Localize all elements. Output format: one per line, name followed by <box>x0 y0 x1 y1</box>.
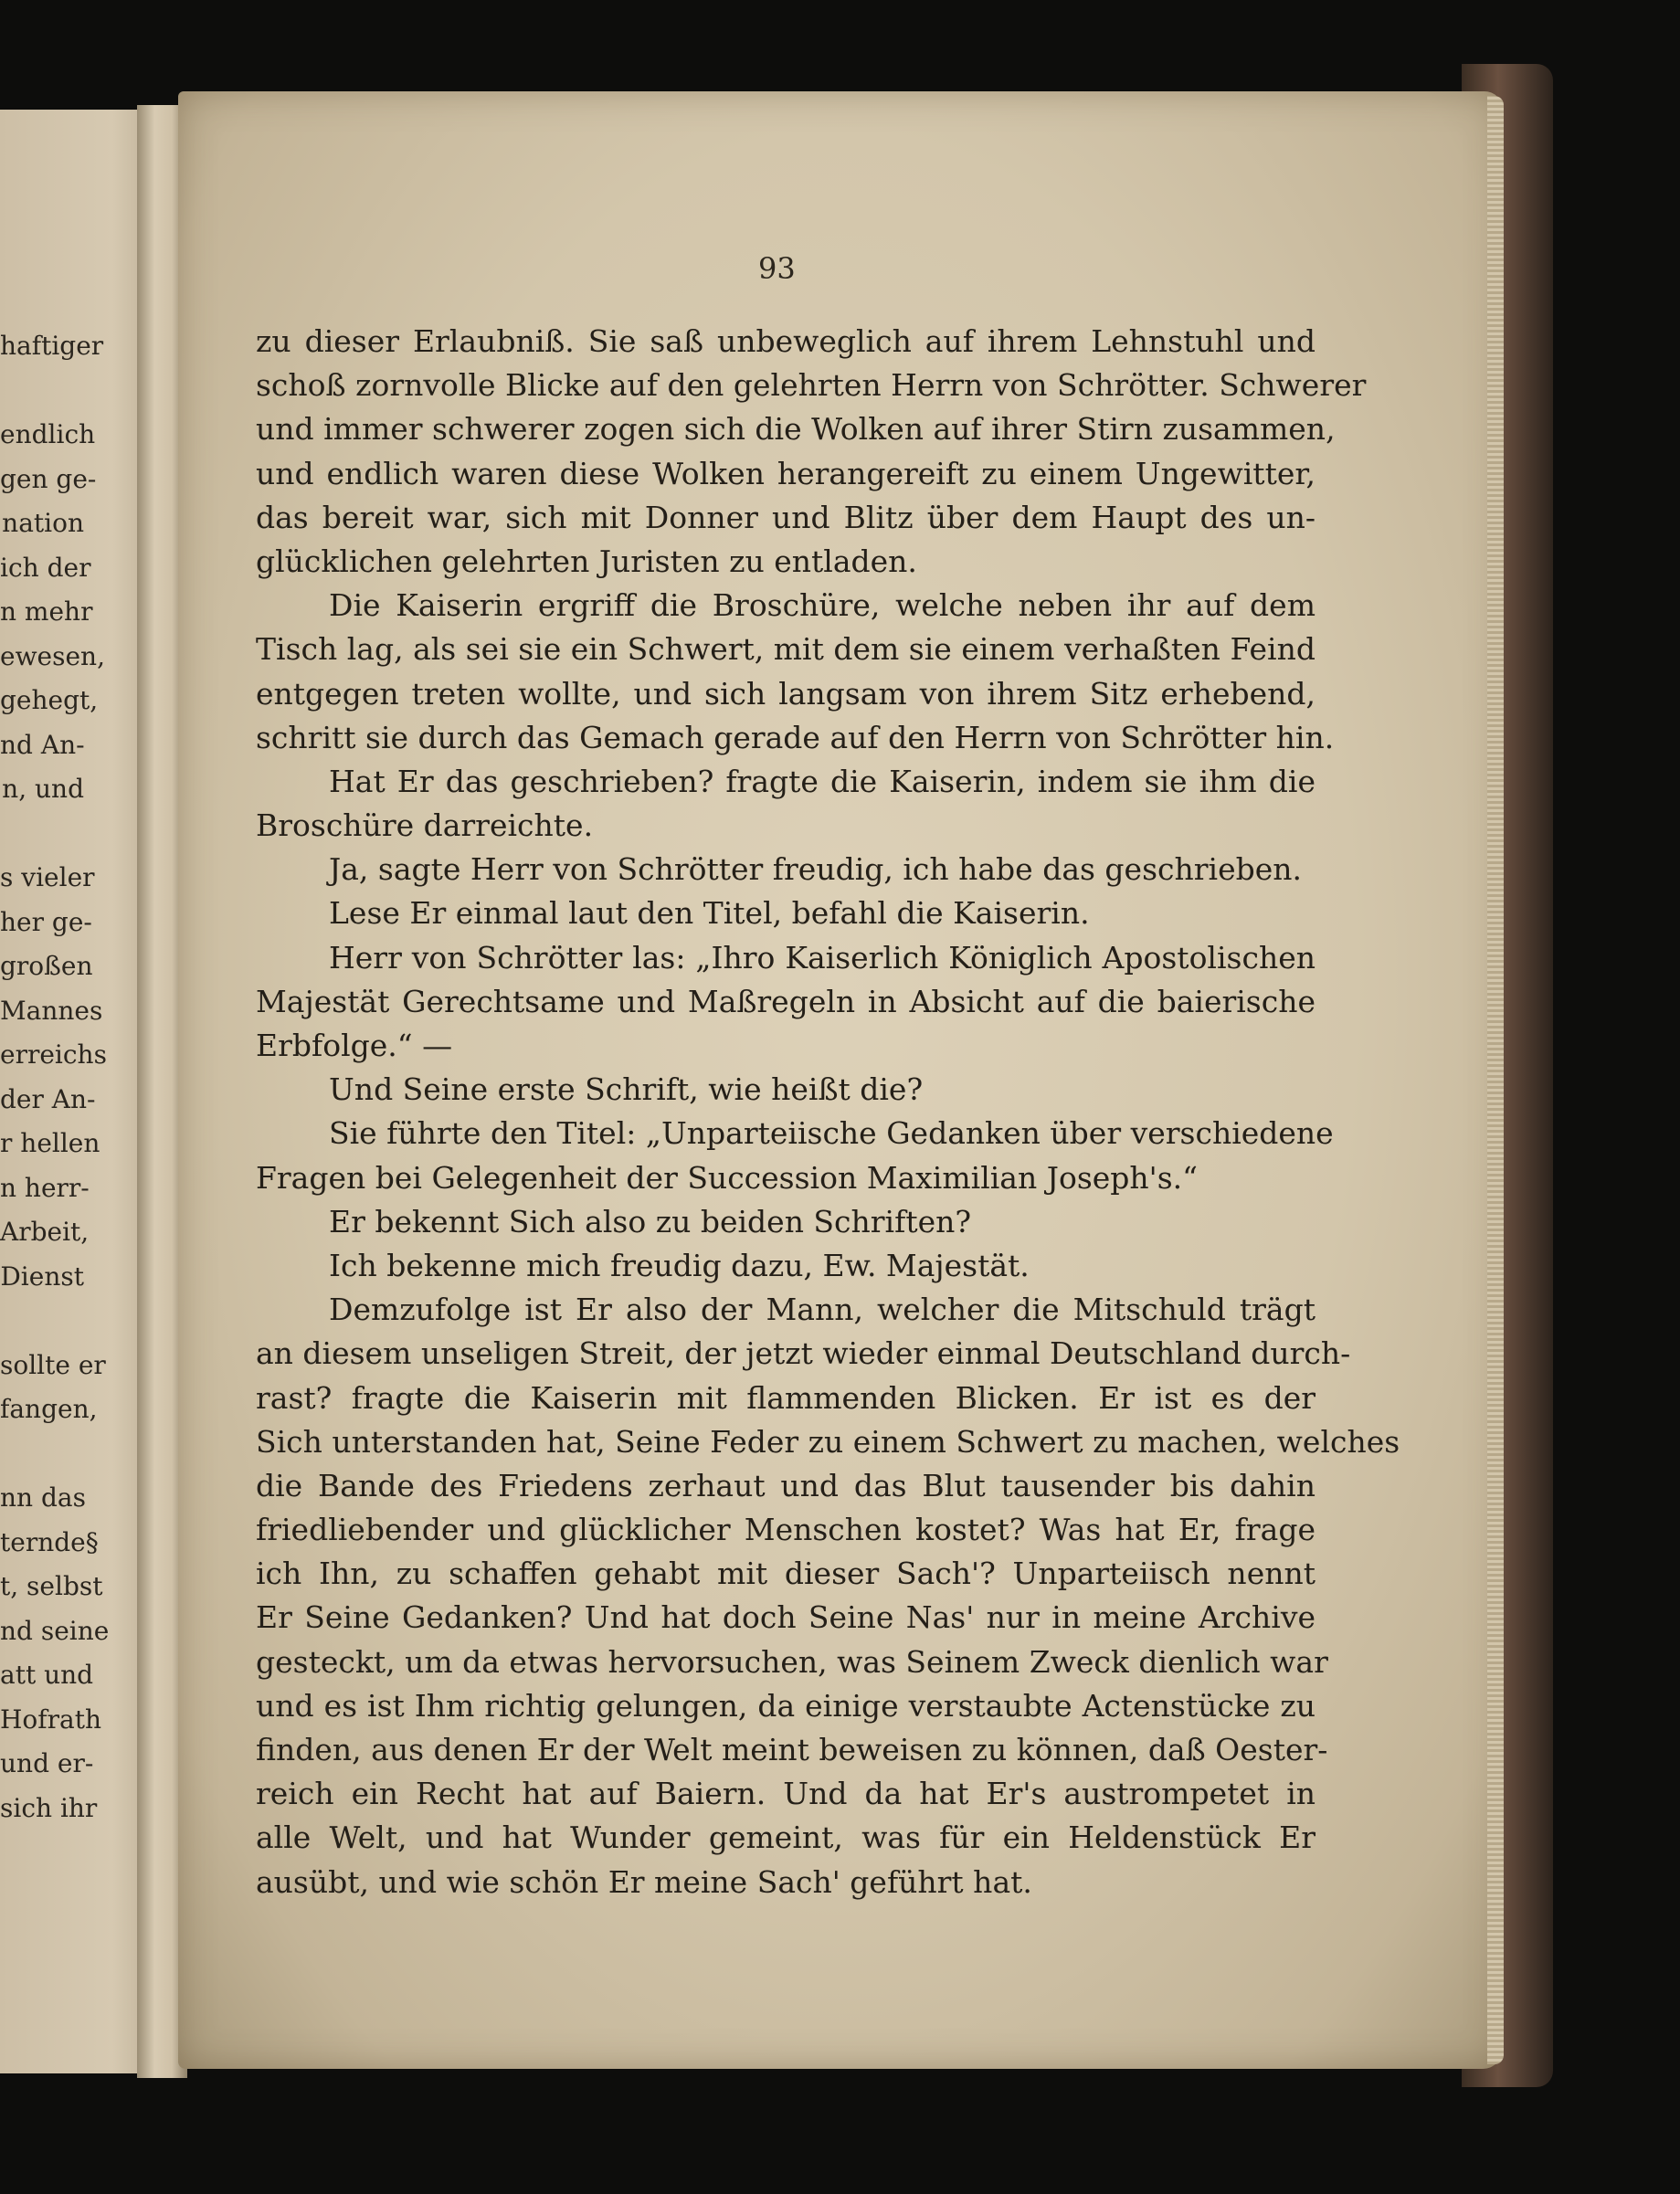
text-line: Ich bekenne mich freudig dazu, Ew. Majestät. <box>329 1247 1030 1283</box>
text-line: Lese Er einmal laut den Titel, befahl die Kaiserin. <box>329 895 1090 932</box>
text-line: Erbfolge.“ — <box>256 1028 453 1063</box>
left-page-line: r hellen <box>0 1128 100 1158</box>
text-line: zu dieser Erlaubniß. Sie saß unbeweglich auf ihrem Lehnstuhl und <box>256 323 1315 359</box>
text-line: Fragen bei Gelegenheit der Succession Maximilian Joseph's.“ <box>256 1159 1199 1196</box>
left-page-line: ewesen, <box>0 640 105 671</box>
left-page-line: sich ihr <box>0 1792 98 1823</box>
text-line: das bereit war, sich mit Donner und Blitz über dem Haupt des un- <box>256 499 1315 535</box>
text-line: schoß zornvolle Blicke auf den gelehrten Herrn von Schrötter. Schwerer <box>256 367 1367 404</box>
text-line: Die Kaiserin ergriff die Broschüre, welche neben ihr auf dem <box>329 587 1315 624</box>
text-line: Demzufolge ist Er also der Mann, welcher die Mitschuld trägt <box>329 1292 1315 1328</box>
text-line: rast? fragte die Kaiserin mit flammenden Blicken. Er ist es der <box>256 1379 1315 1416</box>
left-page-line: endlich <box>0 419 96 449</box>
left-page-line: Mannes <box>0 995 103 1026</box>
left-page-line <box>0 1432 84 1477</box>
left-page-line: n mehr <box>0 596 93 627</box>
text-line: ausübt, und wie schön Er meine Sach' geführt hat. <box>256 1863 1032 1900</box>
left-page-line: n, und <box>2 774 84 804</box>
left-page-line <box>0 369 84 414</box>
left-page-line: nd seine <box>0 1615 110 1646</box>
left-page-line: Arbeit, <box>0 1217 90 1247</box>
left-page-line: großen <box>0 951 93 981</box>
left-page-line: nn das <box>0 1482 86 1513</box>
text-line: Hat Er das geschrieben? fragte die Kaiserin, indem sie ihm die <box>329 763 1315 799</box>
left-page-line: und er- <box>0 1748 94 1778</box>
text-line: Tisch lag, als sei sie ein Schwert, mit dem sie einem verhaßten Feind <box>256 631 1315 668</box>
text-line: finden, aus denen Er der Welt meint beweisen zu können, daß Oester- <box>256 1732 1328 1767</box>
text-line: Broschüre darreichte. <box>256 807 594 844</box>
left-page-line: der An- <box>0 1083 96 1114</box>
left-page-line: haftiger <box>0 331 104 361</box>
left-page-line: Dienst <box>0 1260 84 1292</box>
page-edges <box>1487 96 1504 2064</box>
text-line: Er Seine Gedanken? Und hat doch Seine Nas' nur in meine Archive <box>256 1599 1315 1636</box>
left-page-line: n herr- <box>0 1172 90 1203</box>
text-line: glücklichen gelehrten Juristen zu entladen. <box>256 543 917 579</box>
text-line: und immer schwerer zogen sich die Wolken auf ihrer Stirn zusammen, <box>256 411 1336 448</box>
left-page-line: sollte er <box>0 1349 106 1380</box>
text-line: Und Seine erste Schrift, wie heißt die? <box>329 1071 924 1108</box>
left-page-line <box>0 812 84 857</box>
body-text <box>256 320 1400 1904</box>
text-line: Sich unterstanden hat, Seine Feder zu einem Schwert zu machen, welches <box>256 1423 1400 1460</box>
text-line: Herr von Schrötter las: „Ihro Kaiserlich Königlich Apostolischen <box>329 939 1315 976</box>
left-page-line: nd An- <box>0 729 85 760</box>
text-line: und es ist Ihm richtig gelungen, da einige verstaubte Actenstücke zu <box>256 1687 1315 1724</box>
left-page-text <box>0 324 110 1830</box>
text-line: an diesem unseligen Streit, der jetzt wieder einmal Deutschland durch- <box>256 1335 1351 1372</box>
page-number: 93 <box>758 251 796 286</box>
left-page-line: Hofrath <box>0 1704 102 1735</box>
left-page-line: her ge- <box>0 906 92 937</box>
left-page-line: ich der <box>0 552 91 583</box>
left-page-line: erreichs <box>0 1039 107 1070</box>
text-line: die Bande des Friedens zerhaut und das Blut tausender bis dahin <box>256 1467 1315 1503</box>
text-line: Majestät Gerechtsame und Maßregeln in Absicht auf die baierische <box>256 983 1315 1019</box>
text-line: entgegen treten wollte, und sich langsam von ihrem Sitz erhebend, <box>256 675 1315 712</box>
text-line: Ja, sagte Herr von Schrötter freudig, ich habe das geschrieben. <box>329 851 1303 888</box>
left-page-line: nation <box>2 508 84 538</box>
left-page-line: gehegt, <box>0 685 99 715</box>
text-line: friedliebender und glücklicher Menschen kostet? Was hat Er, frage <box>256 1512 1315 1548</box>
text-line: ich Ihn, zu schaffen gehabt mit dieser Sach'? Unparteiisch nennt <box>256 1556 1315 1592</box>
text-line: schritt sie durch das Gemach gerade auf den Herrn von Schrötter hin. <box>256 719 1335 755</box>
text-line: Sie führte den Titel: „Unparteiische Gedanken über verschiedene <box>329 1115 1334 1152</box>
left-page-line: att und <box>0 1660 94 1690</box>
text-line: gesteckt, um da etwas hervorsuchen, was Seinem Zweck dienlich war <box>256 1643 1328 1680</box>
left-page-line: gen ge- <box>0 463 97 494</box>
left-page-line: s vieler <box>0 862 95 892</box>
text-line: Er bekennt Sich also zu beiden Schriften? <box>329 1203 972 1239</box>
left-page-line: fangen, <box>0 1394 98 1424</box>
text-line: reich ein Recht hat auf Baiern. Und da hat Er's austrompetet in <box>256 1776 1315 1812</box>
left-page-line: t, selbst <box>0 1571 103 1601</box>
left-page-line <box>0 1299 84 1344</box>
text-line: alle Welt, und hat Wunder gemeint, was für ein Heldenstück Er <box>256 1820 1315 1856</box>
text-line: und endlich waren diese Wolken herangereift zu einem Ungewitter, <box>256 455 1315 491</box>
left-page-line: ternde§ <box>0 1526 99 1557</box>
